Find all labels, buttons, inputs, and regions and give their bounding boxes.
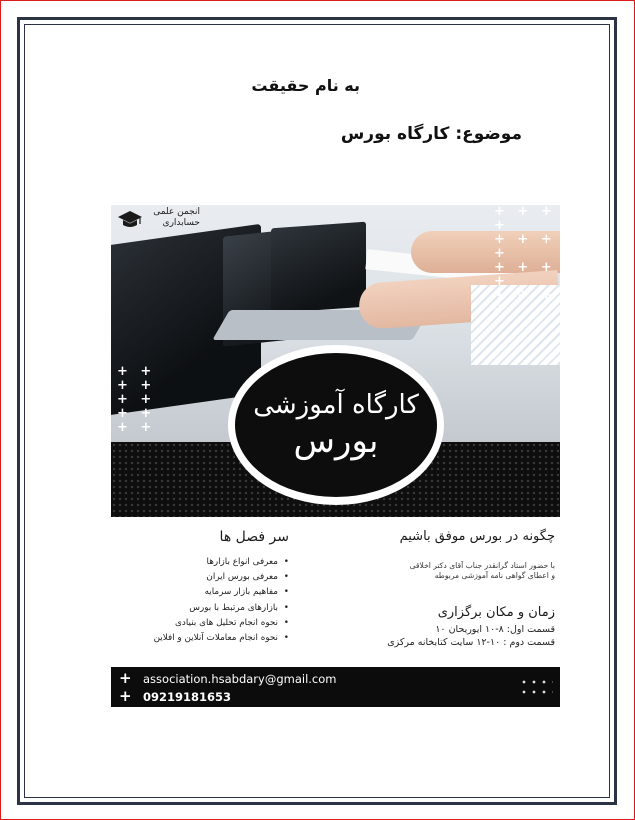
contact-email: association.hsabdary@gmail.com [143,672,337,686]
list-item: • معرفی انواع بازارها [117,555,289,570]
document-heading: به نام حقیقت [251,76,360,95]
plus-icon: + [119,687,132,705]
dots-decoration [519,677,553,699]
poster-content [111,517,560,667]
poster-description [333,561,555,581]
venue-line: قسمت دوم : ۱۰-۱۲ سایت کتابخانه مرکزی [387,637,555,648]
logo-line-1: انجمن علمی [153,207,200,217]
poster-headline: چگونه در بورس موفق باشیم [399,529,555,544]
document-subject: موضوع: کارگاه بورس [340,124,522,144]
plus-icon: + [119,669,132,687]
topics-title: سر فصل ها [219,529,289,545]
poster-title-line-1: کارگاه آموزشی [253,390,419,420]
contact-phone: 09219181653 [143,690,232,704]
plus-pattern-decoration: + + + + + + + + + + + + + + + + [494,205,556,317]
poster-title-line-2: بورس [293,421,379,461]
workshop-poster [111,205,560,707]
poster-info-column [333,527,555,649]
list-item: • معرفی بورس ایران [117,570,289,585]
venue-line: قسمت اول: ۸-۱۰ ایوریحان ۱۰ [435,624,555,635]
title-circle [235,353,437,497]
description-line: با حضور استاد گرانقدر جناب آقای دکتر اخلاقی [409,561,555,570]
logo-text [140,207,200,229]
venue-title: زمان و مکان برگزاری [437,605,555,620]
list-item: • نحوه انجام معاملات آنلاین و افلاین [117,631,289,646]
list-item: • بازارهای مرتبط با بورس [117,601,289,616]
poster-topics-column [117,527,289,646]
topics-list [117,555,289,646]
list-item: • مفاهیم بازار سرمایه [117,585,289,600]
plus-pattern-decoration: + + + + + + + + + + [117,364,156,435]
logo-line-2: حسابداری [162,218,200,228]
photo-laptop-screen [271,222,366,314]
association-logo [115,207,200,233]
description-line: و اعطای گواهی نامه آموزشی مربوطه [434,571,555,580]
graduation-cap-icon [117,209,143,229]
contact-bar [111,667,560,707]
list-item: • نحوه انجام تحلیل های بنیادی [117,616,289,631]
